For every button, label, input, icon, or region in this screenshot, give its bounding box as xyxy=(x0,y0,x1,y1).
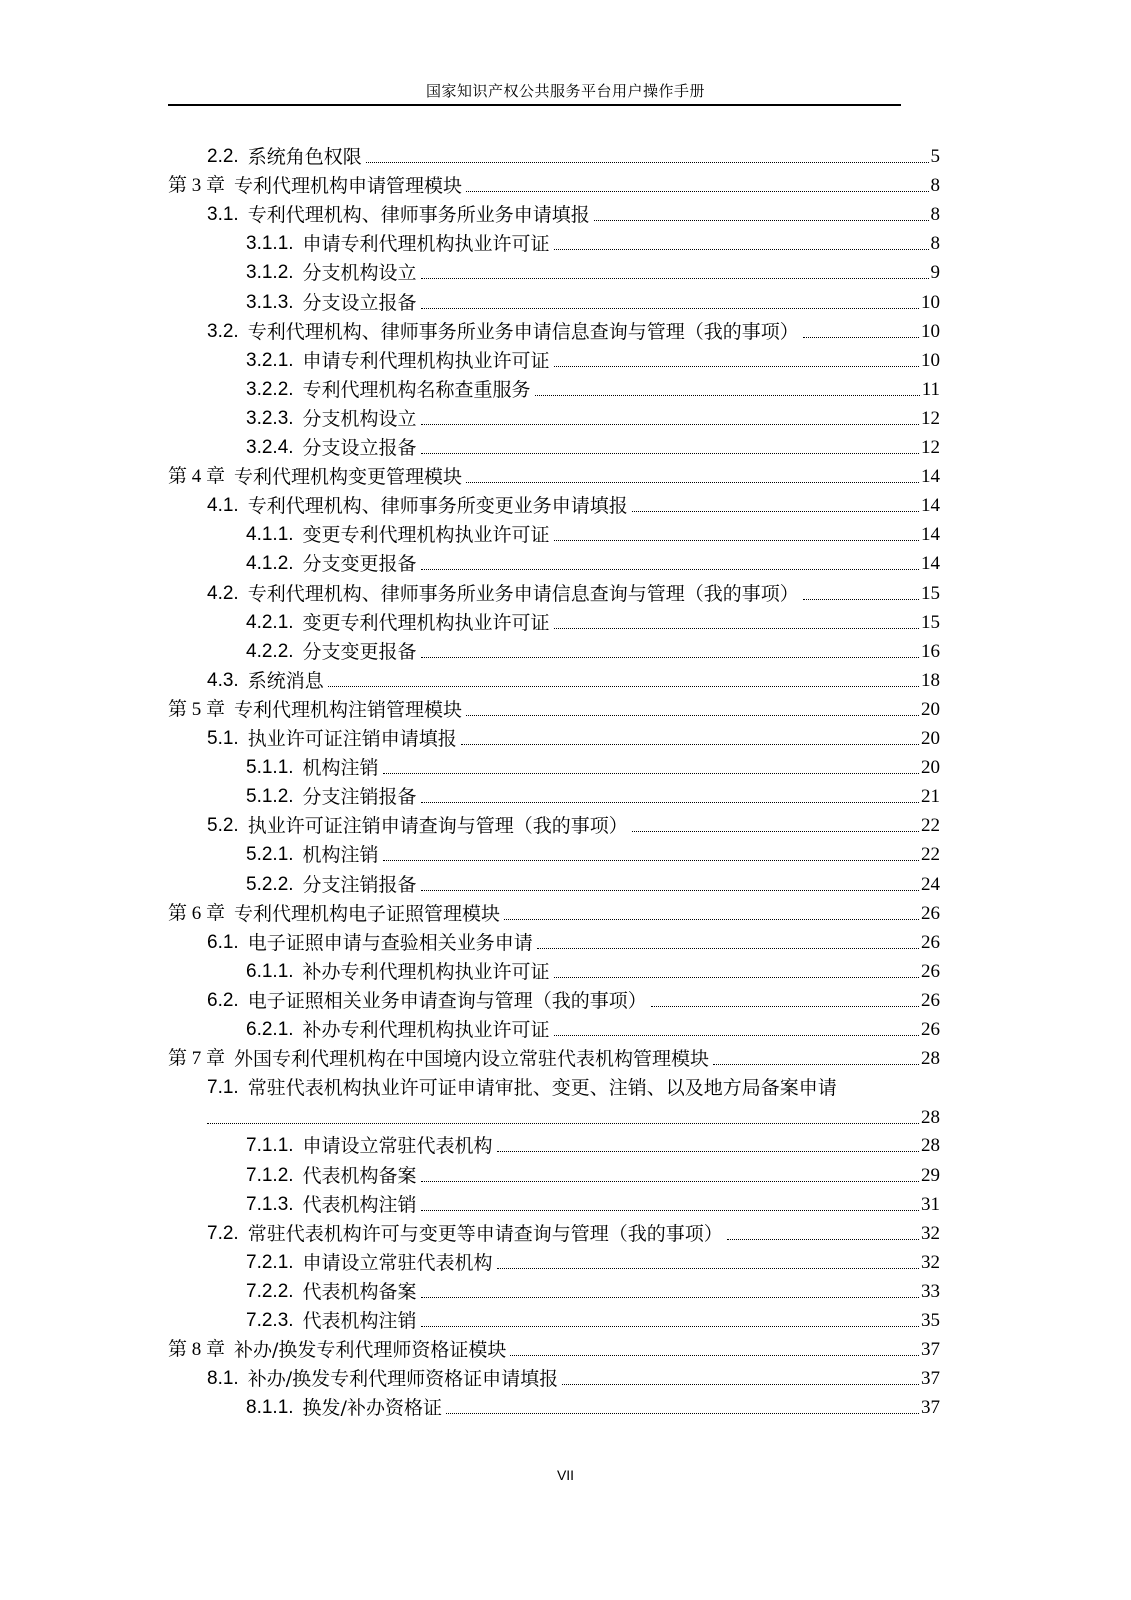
toc-dot-leader xyxy=(554,1035,919,1036)
toc-entry[interactable] xyxy=(246,1012,940,1042)
toc-entry-page: 28 xyxy=(921,1048,940,1070)
toc-dot-leader xyxy=(554,977,919,978)
toc-entry[interactable] xyxy=(207,314,940,344)
toc-entry-title: 专利代理机构、律师事务所业务申请信息查询与管理（我的事项） xyxy=(247,320,799,343)
toc-entry-page: 18 xyxy=(921,669,940,691)
toc-entry-page: 28 xyxy=(921,1107,940,1129)
toc-dot-leader xyxy=(554,366,919,367)
toc-entry-number: 3.1. xyxy=(207,204,239,226)
toc-entry-title: 申请专利代理机构执业许可证 xyxy=(302,349,550,372)
toc-entry-title: 分支机构设立 xyxy=(302,262,417,285)
toc-entry-page: 8 xyxy=(930,233,940,255)
toc-entry-number: 4.3. xyxy=(207,669,239,691)
toc-entry[interactable] xyxy=(207,488,940,518)
toc-entry[interactable] xyxy=(246,750,940,780)
toc-entry-number: 第 5 章 xyxy=(168,698,226,720)
toc-entry-page: 33 xyxy=(921,1280,940,1302)
toc-entry[interactable] xyxy=(207,721,940,751)
toc-entry-page: 20 xyxy=(921,728,940,749)
toc-entry-number: 7.1.3. xyxy=(246,1193,294,1215)
toc-entry-title: 专利代理机构申请管理模块 xyxy=(234,175,463,198)
toc-entry-page: 12 xyxy=(921,407,940,429)
toc-dot-leader xyxy=(803,599,919,600)
toc-entry-number: 7.2. xyxy=(207,1222,239,1244)
toc-entry-title: 分支注销报备 xyxy=(302,873,417,896)
toc-dot-leader xyxy=(466,191,928,192)
toc-entry-page: 29 xyxy=(921,1164,940,1186)
toc-entry-page: 26 xyxy=(921,1019,940,1040)
toc-dot-leader xyxy=(510,1355,919,1356)
toc-entry-title: 执业许可证注销申请填报 xyxy=(247,728,457,750)
toc-entry-page: 37 xyxy=(921,1339,940,1361)
toc-entry-number: 第 8 章 xyxy=(168,1339,226,1361)
toc-dot-leader xyxy=(421,1210,919,1211)
toc-entry-title: 系统角色权限 xyxy=(247,146,362,168)
toc-dot-leader xyxy=(421,657,919,658)
toc-entry-page: 21 xyxy=(921,786,940,808)
toc-entry[interactable] xyxy=(246,255,940,285)
toc-entry[interactable] xyxy=(168,1332,940,1362)
toc-entry-page: 10 xyxy=(921,320,940,342)
toc-entry-number: 4.1.1. xyxy=(246,524,294,546)
toc-entry-page: 16 xyxy=(921,640,940,662)
page-number: VII xyxy=(556,1467,575,1483)
toc-entry-page: 32 xyxy=(921,1251,940,1273)
toc-entry-number: 第 4 章 xyxy=(168,466,226,488)
toc-entry-number: 4.1. xyxy=(207,495,239,517)
toc-entry[interactable] xyxy=(246,954,940,984)
toc-dot-leader xyxy=(421,308,919,309)
toc-dot-leader xyxy=(207,1123,919,1124)
toc-entry-title: 电子证照相关业务申请查询与管理（我的事项） xyxy=(247,989,647,1012)
toc-entry[interactable] xyxy=(246,343,940,373)
toc-dot-leader xyxy=(421,890,919,891)
toc-entry-number: 3.1.3. xyxy=(246,291,294,313)
toc-entry-page: 10 xyxy=(921,349,940,371)
toc-entry-title: 补办/换发专利代理师资格证模块 xyxy=(234,1339,507,1362)
toc-entry-page: 35 xyxy=(921,1310,940,1331)
toc-entry[interactable] xyxy=(246,285,940,315)
toc-entry-title: 机构注销 xyxy=(302,757,379,780)
toc-entry-title: 代表机构注销 xyxy=(302,1193,417,1216)
toc-entry-number: 7.1.1. xyxy=(246,1135,294,1157)
toc-entry-number: 3.2.2. xyxy=(246,378,294,400)
toc-entry-number: 4.2. xyxy=(207,582,239,604)
toc-entry-title: 专利代理机构电子证照管理模块 xyxy=(234,902,501,925)
toc-entry-page: 14 xyxy=(921,524,940,546)
toc-dot-leader xyxy=(803,337,919,338)
toc-entry-number: 2.2. xyxy=(207,146,239,167)
toc-entry-page: 12 xyxy=(921,437,940,458)
toc-entry[interactable] xyxy=(246,1158,940,1188)
toc-entry-title: 代表机构备案 xyxy=(302,1164,417,1187)
toc-dot-leader xyxy=(421,1297,919,1298)
toc-entry[interactable] xyxy=(246,1187,940,1217)
toc-entry-title: 分支注销报备 xyxy=(302,786,417,809)
toc-dot-leader xyxy=(535,395,920,396)
toc-entry-title: 申请设立常驻代表机构 xyxy=(302,1135,493,1158)
toc-entry-title: 分支机构设立 xyxy=(302,407,417,430)
toc-entry[interactable] xyxy=(246,372,940,402)
toc-entry-title: 分支设立报备 xyxy=(302,291,417,314)
toc-entry-number: 第 6 章 xyxy=(168,902,226,924)
toc-entry-number: 7.2.3. xyxy=(246,1310,294,1331)
toc-dot-leader xyxy=(421,453,919,454)
toc-entry-number: 6.1. xyxy=(207,931,239,953)
toc-entry-number: 5.2. xyxy=(207,815,239,837)
toc-entry-title: 常驻代表机构许可与变更等申请查询与管理（我的事项） xyxy=(247,1222,723,1245)
toc-entry[interactable] xyxy=(246,867,940,897)
toc-entry-number: 7.1. xyxy=(207,1077,239,1099)
toc-entry-title: 补办专利代理机构执业许可证 xyxy=(302,1019,550,1041)
toc-entry[interactable] xyxy=(246,1303,940,1333)
toc-entry-title: 分支变更报备 xyxy=(302,640,417,663)
toc-entry-page: 11 xyxy=(921,378,940,400)
toc-entry[interactable] xyxy=(207,925,940,955)
toc-entry[interactable] xyxy=(246,226,940,256)
toc-entry[interactable] xyxy=(246,430,940,460)
toc-entry-page: 8 xyxy=(930,204,940,226)
toc-entry[interactable] xyxy=(168,896,940,926)
toc-entry-title: 专利代理机构变更管理模块 xyxy=(234,466,463,489)
toc-entry[interactable] xyxy=(246,1245,940,1275)
toc-entry-page: 24 xyxy=(921,873,940,895)
toc-entry-number: 5.1.2. xyxy=(246,786,294,808)
toc-entry[interactable] xyxy=(246,779,940,809)
toc-entry-number: 5.2.2. xyxy=(246,873,294,895)
toc-entry-page: 15 xyxy=(921,582,940,604)
toc-entry-title: 执业许可证注销申请查询与管理（我的事项） xyxy=(247,815,628,838)
toc-entry-title: 换发/补办资格证 xyxy=(302,1397,442,1420)
toc-dot-leader xyxy=(461,744,919,745)
toc-dot-leader xyxy=(713,1064,919,1065)
toc-entry[interactable] xyxy=(207,1070,940,1130)
toc-entry-page: 26 xyxy=(921,960,940,982)
toc-entry[interactable] xyxy=(246,401,940,431)
toc-dot-leader xyxy=(504,919,919,920)
toc-entry[interactable] xyxy=(246,1274,940,1304)
toc-entry-number: 3.2.3. xyxy=(246,407,294,429)
toc-dot-leader xyxy=(632,831,919,832)
toc-entry-page: 20 xyxy=(921,698,940,720)
toc-entry[interactable] xyxy=(246,1128,940,1158)
toc-entry-title: 补办专利代理机构执业许可证 xyxy=(302,960,550,983)
toc-entry-title: 电子证照申请与查验相关业务申请 xyxy=(247,931,533,954)
toc-entry-page: 14 xyxy=(921,466,940,488)
toc-entry-title: 专利代理机构注销管理模块 xyxy=(234,698,463,721)
toc-entry-page: 32 xyxy=(921,1222,940,1244)
toc-dot-leader xyxy=(632,511,919,512)
toc-dot-leader xyxy=(446,1413,919,1414)
toc-entry-number: 3.2.1. xyxy=(246,349,294,371)
toc-entry-page: 5 xyxy=(930,146,940,167)
toc-entry[interactable] xyxy=(207,576,940,606)
header-rule xyxy=(168,104,901,106)
toc-entry-number: 6.2. xyxy=(207,989,239,1011)
toc-entry-page: 31 xyxy=(921,1193,940,1215)
toc-dot-leader xyxy=(421,1326,919,1327)
toc-dot-leader xyxy=(466,482,919,483)
toc-entry-number: 8.1.1. xyxy=(246,1397,294,1419)
toc-entry-page: 22 xyxy=(921,815,940,837)
toc-entry-title: 变更专利代理机构执业许可证 xyxy=(302,524,550,547)
toc-entry-number: 7.2.1. xyxy=(246,1251,294,1273)
toc-entry-number: 3.2. xyxy=(207,320,239,342)
toc-dot-leader xyxy=(421,1181,919,1182)
toc-dot-leader xyxy=(554,628,919,629)
toc-entry-page: 14 xyxy=(921,553,940,575)
toc-entry[interactable] xyxy=(207,663,940,693)
toc-entry-number: 6.1.1. xyxy=(246,960,294,982)
toc-entry[interactable] xyxy=(246,546,940,576)
toc-entry-title: 代表机构注销 xyxy=(302,1310,417,1332)
toc-dot-leader xyxy=(651,1006,919,1007)
toc-entry[interactable] xyxy=(207,139,940,169)
toc-entry-page: 10 xyxy=(921,291,940,313)
toc-entry-number: 6.2.1. xyxy=(246,1019,294,1040)
toc-entry-page: 26 xyxy=(921,989,940,1011)
toc-dot-leader xyxy=(328,686,919,687)
toc-entry-number: 3.1.1. xyxy=(246,233,294,255)
toc-entry[interactable] xyxy=(207,808,940,838)
toc-dot-leader xyxy=(383,860,919,861)
toc-entry[interactable] xyxy=(207,1216,940,1246)
toc-entry-title: 申请设立常驻代表机构 xyxy=(302,1251,493,1274)
toc-entry-title: 分支设立报备 xyxy=(302,437,417,459)
toc-entry-title: 机构注销 xyxy=(302,844,379,867)
toc-entry-number: 3.1.2. xyxy=(246,262,294,284)
toc-entry-page: 28 xyxy=(921,1135,940,1157)
toc-dot-leader xyxy=(562,1384,919,1385)
toc-dot-leader xyxy=(421,802,919,803)
toc-entry-page: 15 xyxy=(921,611,940,633)
toc-entry[interactable] xyxy=(246,1390,940,1420)
toc-entry-page: 22 xyxy=(921,844,940,866)
toc-entry[interactable] xyxy=(168,168,940,198)
toc-entry-page: 8 xyxy=(930,175,940,197)
toc-entry-number: 4.2.2. xyxy=(246,640,294,662)
toc-dot-leader xyxy=(537,948,919,949)
toc-entry[interactable] xyxy=(246,605,940,635)
toc-entry-page: 26 xyxy=(921,902,940,924)
toc-entry-title: 专利代理机构、律师事务所变更业务申请填报 xyxy=(247,495,628,518)
toc-entry-number: 4.1.2. xyxy=(246,553,294,575)
toc-entry-number: 5.1.1. xyxy=(246,757,294,779)
toc-entry[interactable] xyxy=(246,837,940,867)
toc-entry-title: 专利代理机构、律师事务所业务申请信息查询与管理（我的事项） xyxy=(247,582,799,605)
toc-dot-leader xyxy=(554,540,919,541)
toc-entry-title: 系统消息 xyxy=(247,669,324,692)
toc-entry[interactable] xyxy=(246,517,940,547)
toc-entry-page: 14 xyxy=(921,495,940,517)
toc-entry-number: 第 7 章 xyxy=(168,1048,226,1070)
toc-entry-number: 7.2.2. xyxy=(246,1280,294,1302)
toc-entry-page: 37 xyxy=(921,1397,940,1419)
toc-entry-number: 5.1. xyxy=(207,728,239,749)
toc-dot-leader xyxy=(594,220,929,221)
toc-entry-title: 外国专利代理机构在中国境内设立常驻代表机构管理模块 xyxy=(234,1048,710,1071)
toc-dot-leader xyxy=(497,1151,919,1152)
toc-dot-leader xyxy=(497,1268,919,1269)
toc-entry-title: 申请专利代理机构执业许可证 xyxy=(302,233,550,256)
toc-entry-title: 常驻代表机构执业许可证申请审批、变更、注销、以及地方局备案申请 xyxy=(247,1077,837,1100)
toc-entry[interactable] xyxy=(207,1361,940,1391)
toc-dot-leader xyxy=(466,715,919,716)
toc-entry-number: 4.2.1. xyxy=(246,611,294,633)
toc-dot-leader xyxy=(727,1239,919,1240)
toc-entry-title: 变更专利代理机构执业许可证 xyxy=(302,611,550,634)
toc-entry[interactable] xyxy=(207,983,940,1013)
toc-dot-leader xyxy=(421,569,919,570)
toc-entry-title: 专利代理机构名称查重服务 xyxy=(302,378,531,401)
running-header: 国家知识产权公共服务平台用户操作手册 xyxy=(425,82,705,100)
toc-dot-leader xyxy=(383,773,919,774)
toc-entry-title: 代表机构备案 xyxy=(302,1280,417,1303)
toc-entry-number: 7.1.2. xyxy=(246,1164,294,1186)
toc-entry-number: 第 3 章 xyxy=(168,175,226,197)
toc-entry[interactable] xyxy=(207,197,940,227)
toc-entry-number: 8.1. xyxy=(207,1368,239,1390)
toc-dot-leader xyxy=(366,162,929,163)
toc-entry[interactable] xyxy=(168,1041,940,1071)
toc-dot-leader xyxy=(421,278,929,279)
toc-entry-page: 37 xyxy=(921,1368,940,1390)
toc-entry-page: 9 xyxy=(930,262,940,284)
toc-entry[interactable] xyxy=(168,459,940,489)
toc-entry-page: 26 xyxy=(921,931,940,953)
toc-entry[interactable] xyxy=(168,692,940,722)
toc-entry[interactable] xyxy=(246,634,940,664)
toc-entry-title: 补办/换发专利代理师资格证申请填报 xyxy=(247,1368,559,1391)
toc-entry-title: 专利代理机构、律师事务所业务申请填报 xyxy=(247,204,590,227)
toc-dot-leader xyxy=(421,424,919,425)
toc-entry-number: 3.2.4. xyxy=(246,437,294,458)
toc-entry-title: 分支变更报备 xyxy=(302,553,417,576)
toc-entry-page: 20 xyxy=(921,757,940,779)
toc-entry-number: 5.2.1. xyxy=(246,844,294,866)
toc-dot-leader xyxy=(554,249,929,250)
